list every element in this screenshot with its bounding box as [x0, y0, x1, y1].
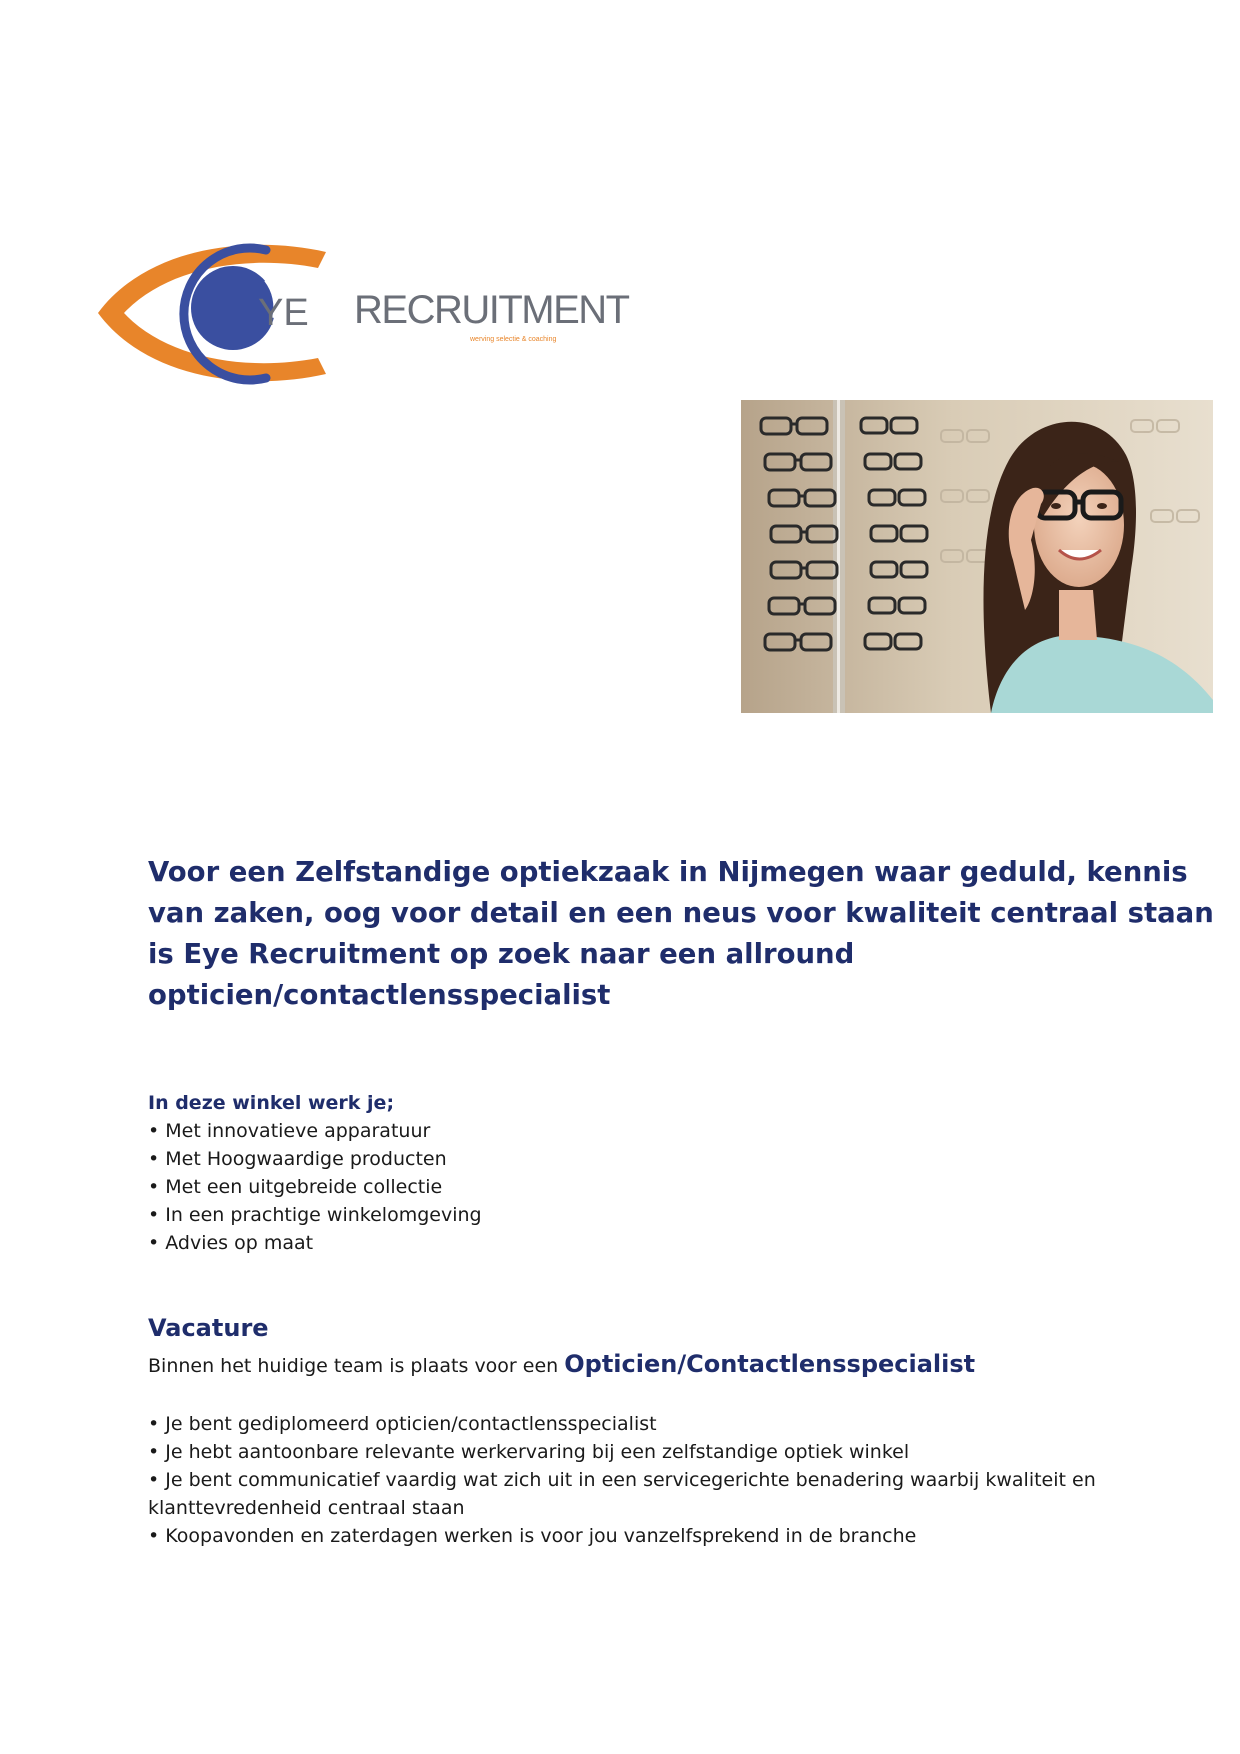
list-item: • Advies op maat — [148, 1232, 314, 1254]
list-item: • Met innovatieve apparatuur — [148, 1120, 431, 1142]
vacancy-intro — [148, 1346, 975, 1384]
headline-line: Voor een Zelfstandige optiekzaak in Nijmegen waar geduld, kennis — [148, 856, 1188, 888]
vacancy-role: Opticien/Contactlensspecialist — [564, 1350, 976, 1378]
list-item: • Met Hoogwaardige producten — [148, 1148, 447, 1170]
logo-tagline: werving selectie & coaching — [470, 336, 557, 343]
vacancy-title: Vacature — [148, 1314, 269, 1342]
list-item: • Je hebt aantoonbare relevante werkervaring bij een zelfstandige optiek winkel — [148, 1441, 910, 1463]
list-item: • In een prachtige winkelomgeving — [148, 1204, 482, 1226]
list-item: • Met een uitgebreide collectie — [148, 1176, 443, 1198]
list-item: • Je bent gediplomeerd opticien/contactlensspecialist — [148, 1413, 657, 1435]
headline-line: opticien/contactlensspecialist — [148, 979, 611, 1011]
shop-list — [148, 1117, 1108, 1257]
job-headline — [148, 852, 1214, 1016]
shop-heading: In deze winkel werk je; — [148, 1092, 395, 1114]
list-item: • Je bent communicatief vaardig wat zich uit in een servicegerichte benadering waarbij kwaliteit en klanttevredenheid centraal staan — [148, 1469, 1096, 1519]
list-item: • Koopavonden en zaterdagen werken is voor jou vanzelfsprekend in de branche — [148, 1525, 917, 1547]
requirements-list — [148, 1410, 1108, 1550]
headline-line: van zaken, oog voor detail en een neus voor kwaliteit centraal staan — [148, 897, 1214, 929]
logo-brand-text: RECRUITMENT — [354, 288, 629, 332]
shop-section — [148, 1089, 1108, 1257]
optician-photo — [741, 400, 1213, 713]
logo-mark-text: YE — [258, 292, 309, 334]
headline-line: is Eye Recruitment op zoek naar een allround — [148, 938, 855, 970]
eye-recruitment-logo — [96, 228, 636, 398]
vacancy-intro-text: Binnen het huidige team is plaats voor een — [148, 1355, 565, 1377]
